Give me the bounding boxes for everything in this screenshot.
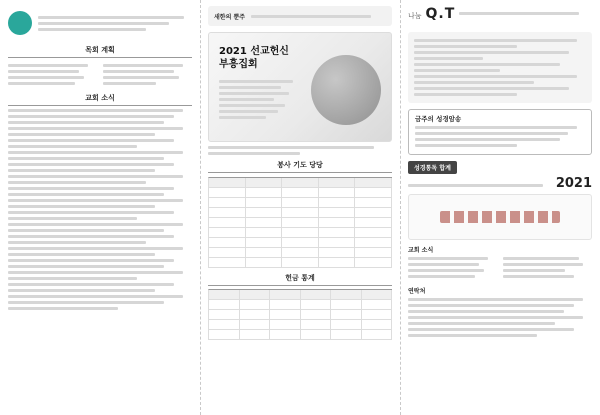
filler-line: [415, 126, 577, 129]
table-cell: [355, 238, 392, 248]
filler-line: [503, 269, 565, 272]
filler-line: [8, 271, 183, 274]
sub-news-col-right: [503, 254, 592, 281]
table-cell: [362, 320, 393, 330]
filler-line: [38, 22, 169, 25]
filler-line: [408, 322, 555, 325]
offering-table: [208, 289, 392, 340]
plan-col-left: [8, 61, 97, 88]
filler-line: [219, 80, 293, 83]
filler-line: [414, 57, 483, 60]
table-cell: [301, 330, 332, 340]
filler-line: [219, 104, 285, 107]
table-cell: [209, 208, 246, 218]
table-cell: [282, 228, 319, 238]
table-cell: [209, 218, 246, 228]
filler-line: [8, 247, 183, 250]
filler-line: [408, 310, 564, 313]
table-header-cell: [362, 290, 393, 300]
filler-line: [459, 12, 578, 15]
filler-line: [408, 298, 583, 301]
table-cell: [246, 238, 283, 248]
filler-line: [414, 81, 534, 84]
left-header: [8, 6, 192, 40]
table-cell: [319, 228, 356, 238]
table-cell: [355, 188, 392, 198]
sub-title-news: 교회 소식: [408, 247, 434, 254]
table-header-cell: [355, 178, 392, 188]
filler-line: [8, 259, 174, 262]
filler-line: [8, 133, 155, 136]
filler-line: [103, 82, 156, 85]
filler-line: [219, 110, 278, 113]
filler-line: [8, 187, 174, 190]
table-cell: [270, 320, 301, 330]
table-cell: [319, 248, 356, 258]
table-cell: [246, 258, 283, 268]
filler-line: [408, 304, 574, 307]
filler-line: [414, 75, 577, 78]
filler-line: [8, 151, 183, 154]
table-cell: [301, 300, 332, 310]
filler-line: [208, 146, 374, 149]
table-cell: [282, 248, 319, 258]
filler-line: [8, 181, 146, 184]
table-cell: [246, 208, 283, 218]
table-cell: [362, 300, 393, 310]
filler-line: [251, 15, 371, 18]
filler-line: [208, 152, 300, 155]
filler-line: [8, 121, 164, 124]
table-cell: [355, 218, 392, 228]
table-header-cell: [319, 178, 356, 188]
filler-line: [408, 263, 479, 266]
filler-line: [8, 307, 118, 310]
filler-line: [8, 169, 155, 172]
filler-line: [8, 115, 174, 118]
table-cell: [209, 228, 246, 238]
filler-line: [8, 64, 88, 67]
table-cell: [246, 198, 283, 208]
notice-bar: [208, 6, 392, 26]
table-cell: [282, 208, 319, 218]
filler-line: [219, 86, 281, 89]
filler-line: [8, 199, 183, 202]
filler-line: [8, 127, 183, 130]
sub-title-contact: 연락처: [408, 288, 426, 295]
table-cell: [282, 188, 319, 198]
filler-line: [8, 193, 164, 196]
attendance-row: [408, 177, 592, 190]
filler-line: [414, 69, 500, 72]
table-cell: [209, 258, 246, 268]
banner-details: [219, 77, 297, 122]
qt-subtitle: [459, 9, 592, 18]
table-header-cell: [270, 290, 301, 300]
filler-line: [408, 269, 484, 272]
filler-line: [8, 277, 137, 280]
filler-line: [8, 205, 155, 208]
table-cell: [240, 330, 271, 340]
table-header-cell: [301, 290, 332, 300]
table-header-cell: [209, 290, 240, 300]
table-cell: [331, 310, 362, 320]
table-cell: [355, 228, 392, 238]
section-title-schedule: 봉사 기도 당당: [208, 160, 392, 173]
table-cell: [355, 198, 392, 208]
banner-line-2: 부흥집회: [219, 59, 258, 70]
filler-line: [414, 87, 569, 90]
table-cell: [319, 198, 356, 208]
qt-title: Q.T: [425, 6, 456, 22]
table-cell: [331, 330, 362, 340]
filler-line: [414, 39, 577, 42]
sub-news-col-left: [408, 254, 497, 281]
filler-line: [8, 76, 84, 79]
filler-line: [8, 289, 155, 292]
banner-caption: [208, 146, 392, 155]
left-panel: [0, 0, 200, 415]
filler-line: [8, 229, 164, 232]
banner-title: [219, 45, 289, 71]
filler-line: [8, 253, 155, 256]
section-title-offering: 헌금 통계: [208, 273, 392, 286]
world-map-image: [311, 55, 381, 125]
table-header-cell: [331, 290, 362, 300]
filler-line: [503, 275, 574, 278]
church-logo: [8, 11, 32, 35]
memory-verse-title: 금주의 성경암송: [415, 115, 462, 123]
table-cell: [209, 188, 246, 198]
table-cell: [282, 198, 319, 208]
filler-line: [219, 116, 266, 119]
table-cell: [301, 320, 332, 330]
qt-header: [408, 6, 592, 28]
filler-line: [38, 16, 184, 19]
filler-line: [8, 211, 174, 214]
table-cell: [270, 300, 301, 310]
filler-line: [219, 92, 289, 95]
filler-line: [8, 82, 75, 85]
table-header-cell: [209, 178, 246, 188]
table-cell: [209, 300, 240, 310]
filler-line: [503, 257, 579, 260]
table-cell: [209, 310, 240, 320]
filler-line: [415, 132, 568, 135]
table-cell: [282, 238, 319, 248]
table-header-cell: [246, 178, 283, 188]
filler-line: [8, 139, 174, 142]
filler-line: [408, 328, 574, 331]
filler-line: [8, 235, 174, 238]
filler-line: [103, 76, 179, 79]
banner-line-1: 2021 선교헌신: [219, 46, 289, 57]
filler-line: [8, 241, 146, 244]
filler-line: [8, 163, 174, 166]
table-cell: [282, 258, 319, 268]
table-cell: [209, 248, 246, 258]
notice-tag: 새한의 뿐주: [214, 13, 246, 21]
table-cell: [246, 188, 283, 198]
filler-line: [38, 28, 146, 31]
left-header-text: [38, 13, 192, 34]
filler-line: [503, 263, 583, 266]
plan-list: [8, 61, 192, 88]
filler-line: [103, 70, 174, 73]
calligraphy-image: [408, 194, 592, 240]
filler-line: [414, 63, 560, 66]
filler-line: [8, 283, 174, 286]
attendance-figures: [408, 181, 556, 190]
qt-questions: [408, 32, 592, 103]
filler-line: [8, 145, 137, 148]
filler-line: [414, 45, 517, 48]
filler-line: [8, 157, 164, 160]
table-cell: [209, 238, 246, 248]
table-cell: [270, 330, 301, 340]
table-cell: [319, 258, 356, 268]
filler-line: [8, 223, 183, 226]
table-cell: [319, 238, 356, 248]
contact-list: [408, 298, 592, 337]
table-cell: [319, 188, 356, 198]
filler-line: [8, 265, 164, 268]
revival-banner: [208, 32, 392, 142]
filler-line: [415, 144, 517, 147]
table-header-cell: [240, 290, 271, 300]
filler-line: [8, 109, 183, 112]
table-cell: [362, 330, 393, 340]
table-cell: [246, 218, 283, 228]
table-cell: [355, 248, 392, 258]
filler-line: [414, 93, 517, 96]
memory-verse-box: [408, 109, 592, 155]
attendance-tag: 성경통독 합계: [408, 161, 457, 174]
table-cell: [240, 310, 271, 320]
filler-line: [415, 138, 560, 141]
table-cell: [240, 320, 271, 330]
table-cell: [246, 248, 283, 258]
table-cell: [301, 310, 332, 320]
filler-line: [408, 334, 537, 337]
table-cell: [246, 228, 283, 238]
filler-line: [408, 316, 583, 319]
table-cell: [362, 310, 393, 320]
table-cell: [240, 300, 271, 310]
schedule-table: [208, 177, 392, 268]
section-title-plan: 목회 계획: [8, 45, 192, 58]
plan-col-right: [103, 61, 192, 88]
right-panel: [400, 0, 600, 415]
table-header-cell: [282, 178, 319, 188]
table-cell: [270, 310, 301, 320]
filler-line: [8, 301, 164, 304]
table-cell: [209, 320, 240, 330]
qt-label: 나눔: [408, 12, 422, 20]
table-cell: [282, 218, 319, 228]
filler-line: [408, 257, 488, 260]
filler-line: [8, 217, 137, 220]
section-title-news: 교회 소식: [8, 93, 192, 106]
filler-line: [408, 184, 543, 187]
table-cell: [331, 300, 362, 310]
table-cell: [319, 208, 356, 218]
table-cell: [331, 320, 362, 330]
year-label: 2021: [555, 176, 592, 191]
filler-line: [408, 275, 475, 278]
filler-line: [219, 98, 274, 101]
news-list: [8, 109, 192, 310]
center-panel: [200, 0, 400, 415]
filler-line: [103, 64, 183, 67]
table-cell: [209, 330, 240, 340]
calligraphy-mark: [440, 211, 560, 223]
table-cell: [355, 258, 392, 268]
sub-news-list: [408, 254, 592, 281]
filler-line: [8, 295, 183, 298]
filler-line: [414, 51, 569, 54]
table-cell: [319, 218, 356, 228]
table-cell: [355, 208, 392, 218]
filler-line: [8, 70, 79, 73]
filler-line: [8, 175, 183, 178]
table-cell: [209, 198, 246, 208]
